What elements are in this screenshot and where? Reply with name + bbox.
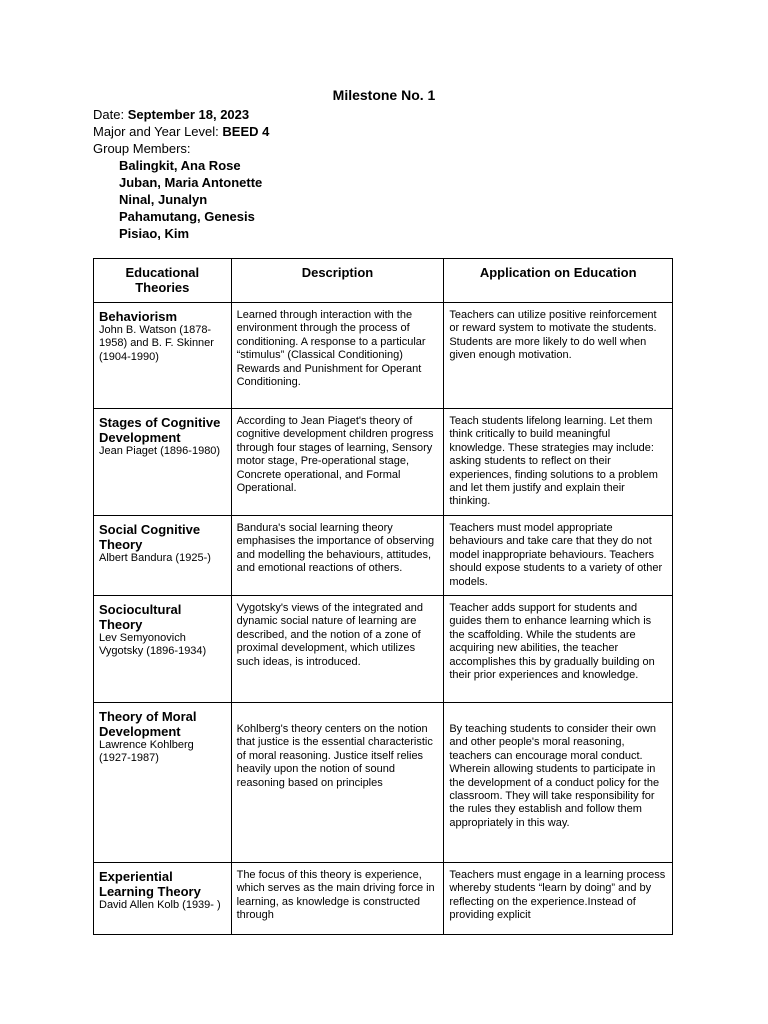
theory-name: Experiential Learning Theory: [99, 869, 201, 899]
application-cell: Teachers must engage in a learning process whereby students “learn by doing” and by reflecting on the experience.Instead of providing explicit: [444, 863, 673, 935]
theory-author: Lev Semyonovich Vygotsky (1896-1934): [99, 632, 207, 658]
member-name: Balingkit, Ana Rose: [119, 158, 241, 173]
theory-author: Albert Bandura (1925-): [99, 552, 211, 564]
theory-author: John B. Watson (1878-1958) and B. F. Skinner (1904-1990): [99, 324, 214, 363]
theory-author: Lawrence Kohlberg (1927-1987): [99, 739, 194, 765]
description-cell: [231, 703, 444, 863]
member-name: Pahamutang, Genesis: [119, 209, 255, 224]
header-application: Application on Education: [444, 259, 673, 303]
theory-cell: [94, 863, 232, 935]
members-label: Group Members:: [93, 141, 191, 156]
table-row: [94, 703, 673, 863]
table-row: [94, 303, 673, 409]
theory-cell: [94, 596, 232, 703]
application-cell: Teacher adds support for students and guides them to enhance learning which is the scaffolding. While the students are acquiring new abilities, the teacher accomplishes this by gradually building on their prior experiences and knowledge.: [444, 596, 673, 703]
date-label: Date:: [93, 107, 125, 122]
description-cell: Learned through interaction with the environment through the process of conditioning. A response to a particular “stimulus” (Classical Conditioning) Rewards and Punishment for Operant Conditioning.: [231, 303, 444, 409]
major-line: [93, 123, 269, 140]
theory-name: Behaviorism: [99, 309, 178, 324]
header-theories: Educational Theories: [94, 259, 232, 303]
date-line: [93, 106, 269, 123]
date-value: September 18, 2023: [127, 107, 250, 122]
theory-author: Jean Piaget (1896-1980): [99, 445, 221, 457]
description-cell: The focus of this theory is experience, which serves as the main driving force in learning, as knowledge is constructed through: [231, 863, 444, 935]
application-text: By teaching students to consider their own and other people's moral reasoning, teachers can encourage moral conduct. Wherein allowing students to participate in the development of a conduct policy for the classroom. They will take responsibility for the rules they establish and follow them appropriately in this way.: [449, 723, 660, 829]
application-cell: Teach students lifelong learning. Let them think critically to build meaningful knowledge. These strategies may include: asking students to reflect on their experiences, finding solutions to a problem and let them justify and explain their thinking.: [444, 409, 673, 516]
theory-name: Theory of Moral Development: [99, 709, 197, 739]
table-header-row: [94, 259, 673, 303]
theory-name: Stages of Cognitive Development: [99, 415, 221, 445]
member-name: Ninal, Junalyn: [119, 192, 208, 207]
application-cell: [444, 703, 673, 863]
member-name: Juban, Maria Antonette: [119, 175, 263, 190]
theory-author: David Allen Kolb (1939- ): [99, 899, 221, 911]
document-meta: [93, 106, 269, 242]
theory-name: Social Cognitive Theory: [99, 522, 201, 552]
description-cell: According to Jean Piaget's theory of cognitive development children progress through four stages of learning, Sensory motor stage, Pre-operational stage, Concrete operational, and Formal Operational.: [231, 409, 444, 516]
members-list: [93, 157, 269, 242]
theory-cell: [94, 303, 232, 409]
application-cell: Teachers must model appropriate behaviours and take care that they do not model inappropriate behaviours. Teachers should expose students to a variety of other models.: [444, 516, 673, 596]
theory-cell: [94, 409, 232, 516]
page-title: Milestone No. 1: [332, 87, 436, 103]
major-label: Major and Year Level:: [93, 124, 219, 139]
cell-spacer: [449, 709, 667, 723]
theories-table: [93, 258, 673, 935]
theory-cell: [94, 516, 232, 596]
table-row: [94, 596, 673, 703]
header-description: Description: [231, 259, 444, 303]
description-text: Kohlberg's theory centers on the notion that justice is the essential characteristic of moral reasoning. Justice itself relies heavily upon the notion of sound reasoning based on principles: [236, 723, 433, 789]
table-row: [94, 409, 673, 516]
member-name: Pisiao, Kim: [119, 226, 190, 241]
table-row: [94, 516, 673, 596]
application-cell: Teachers can utilize positive reinforcement or reward system to motivate the students. Students are more likely to do well when given enough motivation.: [444, 303, 673, 409]
major-value: BEED 4: [222, 124, 270, 139]
theory-name: Sociocultural Theory: [99, 602, 182, 632]
theory-cell: [94, 703, 232, 863]
table-row: [94, 863, 673, 935]
description-cell: Bandura's social learning theory emphasises the importance of observing and modelling the behaviours, attitudes, and emotional reactions of others.: [231, 516, 444, 596]
description-cell: Vygotsky's views of the integrated and dynamic social nature of learning are described, and the notion of a zone of proximal development, which utilizes such ideas, is introduced.: [231, 596, 444, 703]
cell-spacer: [237, 709, 439, 723]
